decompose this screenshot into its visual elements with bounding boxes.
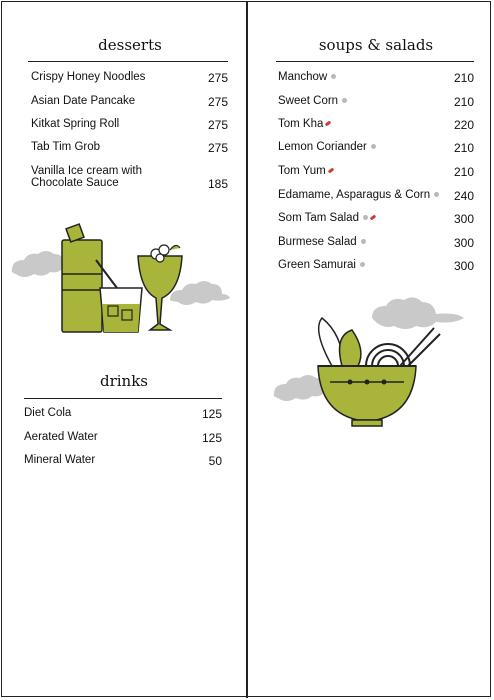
drink-price: 50 (208, 454, 222, 468)
cloud-left-icon (12, 251, 65, 277)
soup-item: Tom Yum (278, 165, 334, 178)
soups-salads-title: soups & salads (318, 36, 434, 54)
leaf-icon (340, 330, 361, 366)
dessert-price: 275 (207, 95, 228, 109)
dessert-item: Tab Tim Grob (31, 141, 101, 153)
soups-salads-rule (276, 61, 474, 62)
dessert-price: 275 (207, 118, 228, 132)
drink-item: Diet Cola (24, 407, 72, 419)
soup-price: 210 (453, 165, 474, 179)
soup-price: 300 (453, 236, 474, 250)
glass-icon (96, 260, 142, 332)
soup-price: 210 (453, 71, 474, 85)
soup-price: 300 (453, 212, 474, 226)
dessert-item-line1: Vanilla Ice cream with (31, 165, 142, 177)
dessert-item-line2: Chocolate Sauce (31, 177, 119, 189)
veg-dot-icon (342, 98, 347, 103)
cocktail-glass-icon (138, 245, 182, 330)
soup-price: 300 (453, 259, 474, 273)
veg-dot-icon (361, 239, 366, 244)
drink-price: 125 (201, 407, 222, 421)
soup-bowl-illustration (272, 290, 472, 440)
bottle-icon (62, 224, 102, 332)
soup-item: Manchow (278, 71, 336, 84)
soup-item: Tom Kha (278, 118, 331, 131)
soup-price: 210 (453, 141, 474, 155)
column-divider (246, 1, 248, 698)
drink-item: Aerated Water (24, 431, 98, 443)
drink-price: 125 (201, 431, 222, 445)
soup-item: Som Tam Salad (278, 212, 376, 225)
soup-price: 210 (453, 95, 474, 109)
bowl-icon (318, 366, 416, 420)
veg-dot-icon (363, 215, 368, 220)
dessert-price: 275 (207, 141, 228, 155)
soup-item: Edamame, Asparagus & Corn (278, 189, 439, 202)
dessert-price: 185 (207, 177, 228, 191)
spicy-chili-icon (325, 121, 332, 127)
cloud-left-icon (274, 375, 327, 401)
soup-price: 240 (453, 189, 474, 203)
desserts-rule (28, 61, 228, 62)
soup-item: Sweet Corn (278, 95, 347, 108)
cloud-right-icon (170, 281, 230, 305)
spicy-chili-icon (327, 168, 334, 174)
veg-dot-icon (331, 74, 336, 79)
veg-dot-icon (371, 144, 376, 149)
desserts-title: desserts (98, 36, 162, 54)
dessert-item: Asian Date Pancake (31, 95, 136, 107)
drinks-rule (24, 398, 222, 399)
soup-item: Lemon Coriander (278, 141, 376, 154)
dessert-item: Kitkat Spring Roll (31, 118, 120, 130)
drinks-title: drinks (99, 372, 149, 390)
drink-item: Mineral Water (24, 454, 96, 466)
drinks-illustration (10, 220, 240, 340)
dessert-price: 275 (207, 71, 228, 85)
chopstick-icon (400, 328, 434, 366)
soup-price: 220 (453, 118, 474, 132)
spicy-chili-icon (370, 215, 377, 221)
veg-dot-icon (360, 262, 365, 267)
soup-item: Burmese Salad (278, 236, 366, 249)
dessert-item: Crispy Honey Noodles (31, 71, 146, 83)
soup-item: Green Samurai (278, 259, 365, 272)
cloud-top-icon (372, 297, 464, 329)
